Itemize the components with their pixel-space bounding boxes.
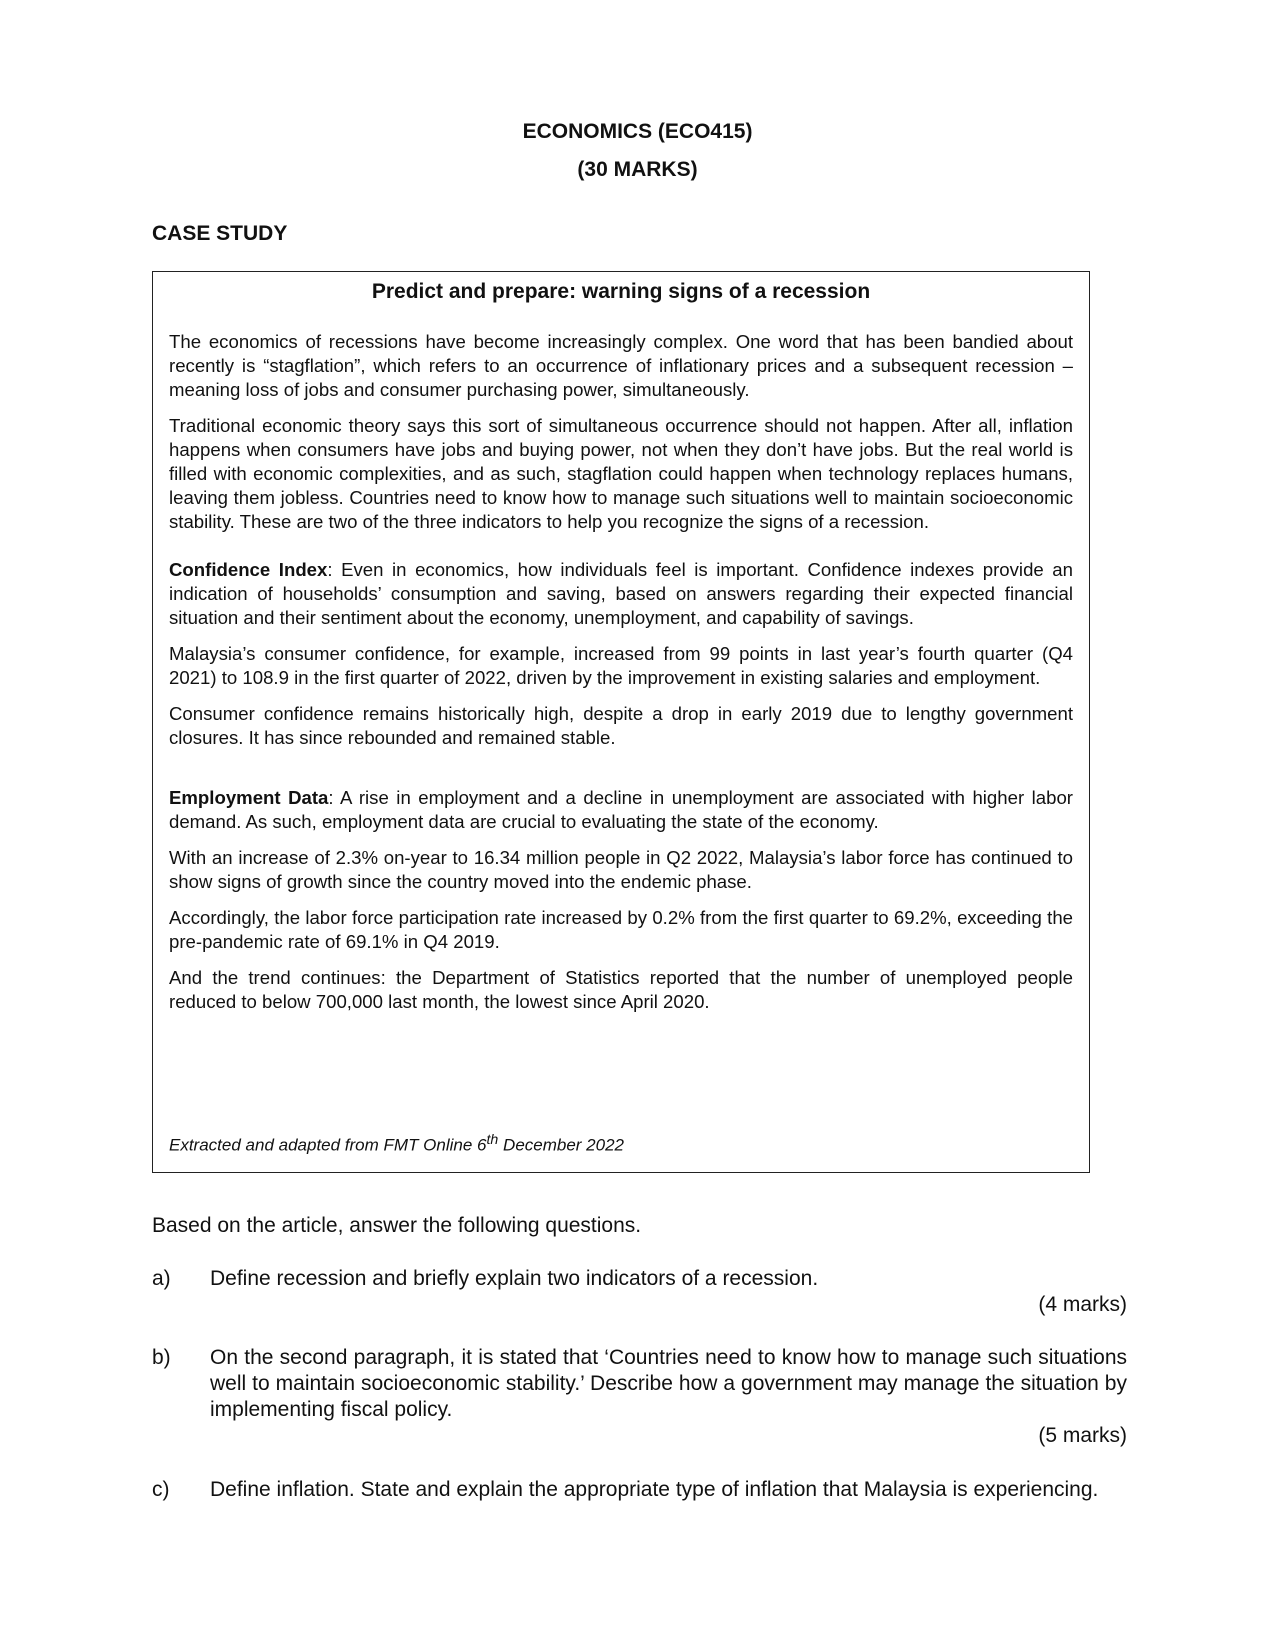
question-label: c): [152, 1478, 170, 1501]
question-label: a): [152, 1267, 171, 1290]
question-a: [152, 1266, 1127, 1318]
source-sup: th: [486, 1132, 499, 1148]
source-citation: [169, 1132, 624, 1156]
term-label: Employment Data: [169, 787, 329, 808]
instructions: Based on the article, answer the following questions.: [152, 1214, 642, 1237]
term-text: : A rise in employment and a decline in unemployment are associated with higher labor demand. As such, employment data are crucial to evaluating the state of the economy.: [169, 787, 1073, 832]
paragraph: Traditional economic theory says this sort of simultaneous occurrence should not happen. After all, inflation happens when consumers have jobs and buying power, not when they don’t have jobs. But the real world is filled with economic complexities, and as such, stagflation could happen when technology replaces humans, leaving them jobless. Countries need to know how to manage such situations well to maintain socioeconomic stability. These are two of the three indicators to help you recognize the signs of a recession.: [169, 415, 1073, 532]
term-text: : Even in economics, how individuals feel is important. Confidence indexes provide an indication of households’ consumption and saving, based on answers regarding their expected financial situation and their sentiment about the economy, unemployment, and capability of savings.: [169, 559, 1073, 628]
question-b: [152, 1345, 1127, 1449]
total-marks: (30 MARKS): [577, 158, 698, 181]
paragraph: And the trend continues: the Department of Statistics reported that the number of unemployed people reduced to below 700,000 last month, the lowest since April 2020.: [169, 967, 1073, 1012]
question-text: Define recession and briefly explain two indicators of a recession.: [210, 1267, 819, 1290]
paragraph: Accordingly, the labor force participation rate increased by 0.2% from the first quarter to 69.2%, exceeding the pre-pandemic rate of 69.1% in Q4 2019.: [169, 907, 1073, 952]
section-heading: CASE STUDY: [152, 222, 288, 245]
question-text: Define inflation. State and explain the appropriate type of inflation that Malaysia is experiencing.: [210, 1478, 1099, 1501]
paragraph: Malaysia’s consumer confidence, for example, increased from 99 points in last year’s fourth quarter (Q4 2021) to 108.9 in the first quarter of 2022, driven by the improvement in existing salaries and employment.: [169, 643, 1073, 688]
question-marks: (5 marks): [1038, 1424, 1127, 1447]
paragraph-confidence-index: [169, 558, 1073, 630]
course-title: ECONOMICS (ECO415): [522, 120, 753, 143]
question-c: [152, 1477, 1127, 1503]
source-date: December 2022: [498, 1135, 624, 1155]
paragraph: Consumer confidence remains historically high, despite a drop in early 2019 due to lengthy government closures. It has since rebounded and remained stable.: [169, 703, 1073, 748]
term-label: Confidence Index: [169, 559, 328, 580]
paragraph: With an increase of 2.3% on-year to 16.34 million people in Q2 2022, Malaysia’s labor force has continued to show signs of growth since the country moved into the endemic phase.: [169, 847, 1073, 892]
article-body: [169, 330, 1073, 1026]
paragraph-employment-data: [169, 786, 1073, 834]
source-text: Extracted and adapted from FMT Online 6: [169, 1135, 487, 1155]
article-title: Predict and prepare: warning signs of a recession: [371, 280, 871, 303]
case-study-box: [152, 271, 1090, 1173]
question-text: On the second paragraph, it is stated that ‘Countries need to know how to manage such situations well to maintain socioeconomic stability.’ Describe how a government may manage the situation by implementing fiscal policy.: [210, 1346, 1127, 1421]
question-label: b): [152, 1346, 171, 1369]
paragraph: The economics of recessions have become increasingly complex. One word that has been bandied about recently is “stagflation”, which refers to an occurrence of inflationary prices and a subsequent recession – meaning loss of jobs and consumer purchasing power, simultaneously.: [169, 331, 1073, 400]
question-marks: (4 marks): [1038, 1293, 1127, 1316]
